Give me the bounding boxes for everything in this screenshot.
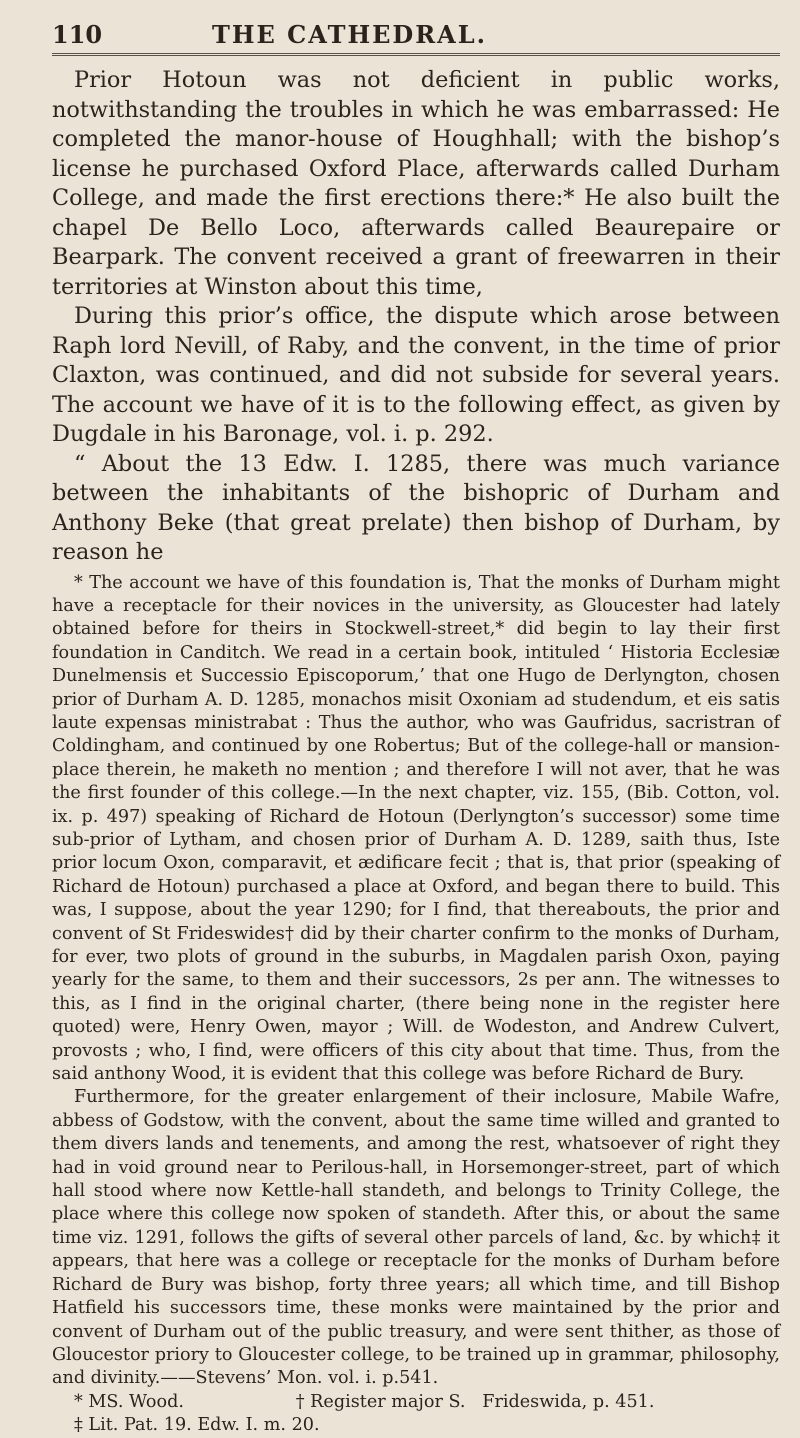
footnote-paragraph: Furthermore, for the greater enlargement of their inclosure, Mabile Wafre, abbess of Godstow, with the convent, about the same time willed and granted to them divers lands and tenements, and among the rest, whatsoever of right they had in void ground near to Perilous-hall, in Horsemonger-street, part of which hall stood where now Kettle-hall standeth, and belongs to Trinity College, the place where this college now spoken of standeth. After this, or about the same time viz. 1291, follows the gifts of several other parcels of land, &c. by which‡ it appears, that here was a college or receptacle for the monks of Durham before Richard de Bury was bishop, forty three years; all which time, and till Bishop Hatfield his successors time, these monks were maintained by the prior and convent of Durham out of the public treasury, and were sent thither, as those of Gloucestor priory to Gloucester college, to be trained up in grammar, philosophy, and divinity.——Stevens’ Mon. vol. i. p.541.	[52, 1087, 780, 1389]
paragraph: During this prior’s office, the dispute which arose between Raph lord Nevill, of Raby, and the convent, in the time of prior Claxton, was continued, and did not subside for several years. The account we have of it is to the following effect, as given by Dugdale in his Baronage, vol. i. p. 292.	[52, 303, 780, 447]
paragraph: Prior Hotoun was not deficient in public works, notwithstanding the troubles in which he was embarrassed: He completed the manor-house of Houghhall; with the bishop’s license he purchased Oxford Place, afterwards called Durham College, and made the first erections there:* He also built the chapel De Bello Loco, afterwards called Beaurepaire or Bearpark. The convent received a grant of freewarren in their territories at Winston about this time,	[52, 67, 780, 300]
main-text	[52, 66, 780, 568]
footnote-reference: ‡ Lit. Pat. 19. Edw. I. m. 20.	[74, 1415, 320, 1436]
footnote-reference: * MS. Wood. † Register major S. Frideswida, p. 451.	[74, 1391, 655, 1412]
running-head: THE CATHEDRAL.	[212, 20, 488, 49]
page-header	[52, 20, 780, 56]
footnotes	[52, 572, 780, 1438]
paragraph: “ About the 13 Edw. I. 1285, there was much variance between the inhabitants of the bishopric of Durham and Anthony Beke (that great prelate) then bishop of Durham, by reason he	[52, 450, 780, 565]
page-number: 110	[52, 20, 103, 49]
book-page	[52, 20, 780, 1438]
footnote-paragraph: * The account we have of this foundation is, That the monks of Durham might have a receptacle for their novices in the university, as Gloucester had lately obtained before for theirs in Stockwell-street,* did begin to lay their first foundation in Canditch. We read in a certain book, intituled ‘ Historia Ecclesiæ Dunelmensis et Successio Episcoporum,’ that one Hugo de Derlyngton, chosen prior of Durham A. D. 1285, monachos misit Oxoniam ad studendum, et eis satis laute expensas ministrabat : Thus the author, who was Gaufridus, sacristran of Coldingham, and continued by one Robertus; But of the college-hall or mansion-place therein, he maketh no mention ; and therefore I will not aver, that he was the first founder of this college.—In the next chapter, viz. 155, (Bib. Cotton, vol. ix. p. 497) speaking of Richard de Hotoun (Derlyngton’s successor) some time sub-prior of Lytham, and chosen prior of Durham A. D. 1289, saith thus, Iste prior locum Oxon, comparavit, et ædificare fecit ; that is, that prior (speaking of Richard de Hotoun) purchased a place at Oxford, and began there to build. This was, I suppose, about the year 1290; for I find, that thereabouts, the prior and convent of St Frideswides† did by their charter confirm to the monks of Durham, for ever, two plots of ground in the suburbs, in Magdalen parish Oxon, paying yearly for the same, to them and their successors, 2s per ann. The witnesses to this, as I find in the original charter, (there being none in the register here quoted) were, Henry Owen, mayor ; Will. de Wodeston, and Andrew Culvert, provosts ; who, I find, were officers of this city about that time. Thus, from the said anthony Wood, it is evident that this college was before Richard de Bury.	[52, 572, 780, 1085]
